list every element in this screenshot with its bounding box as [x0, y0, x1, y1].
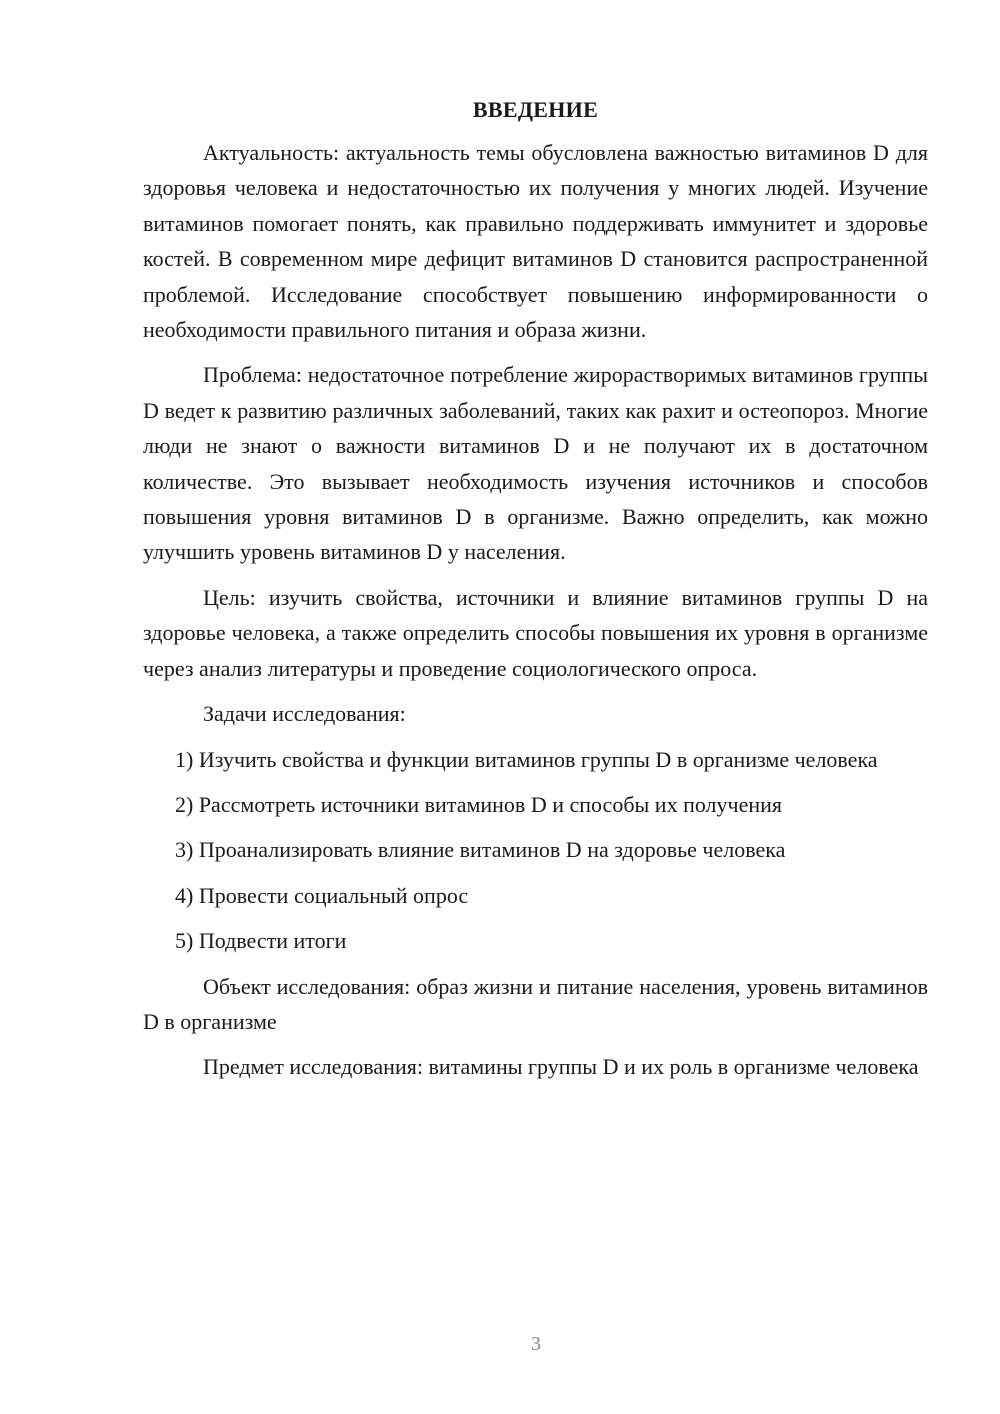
task-item-3: 3) Проанализировать влияние витаминов D на здоровье человека: [175, 837, 786, 863]
document-page: [143, 95, 928, 1095]
task-item-4: 4) Провести социальный опрос: [175, 882, 469, 908]
page-number: 3: [531, 1333, 541, 1355]
task-item-2: 2) Рассмотреть источники витаминов D и способы их получения: [175, 791, 783, 817]
section-title: ВВЕДЕНИЕ: [472, 97, 599, 122]
paragraph-object: Объект исследования: образ жизни и питание населения, уровень витаминов D в организме: [143, 973, 928, 1034]
paragraph-tasks-heading: Задачи исследования:: [203, 701, 406, 727]
task-item-5: 5) Подвести итоги: [175, 928, 347, 954]
paragraph-problem: Проблема: недостаточное потребление жирорастворимых витаминов группы D ведет к развитию различных заболеваний, таких как рахит и остеопороз. Многие люди не знают о важности витаминов D и не получают их в достаточном количестве. Это вызывает необходимость изучения источников и способов повышения уровня витаминов D в организме. Важно определить, как можно улучшить уровень витаминов D у населения.: [143, 362, 928, 565]
paragraph-goal: Цель: изучить свойства, источники и влияние витаминов группы D на здоровье человека, а также определить способы повышения их уровня в организме через анализ литературы и проведение социологического опроса.: [143, 584, 928, 681]
task-item-1: 1) Изучить свойства и функции витаминов группы D в организме человека: [175, 746, 878, 772]
paragraph-subject: Предмет исследования: витамины группы D и их роль в организме человека: [203, 1054, 919, 1080]
paragraph-relevance: Актуальность: актуальность темы обусловлена важностью витаминов D для здоровья человека и недостаточностью их получения у многих людей. Изучение витаминов помогает понять, как правильно поддерживать иммунитет и здоровье костей. В современном мире дефицит витаминов D становится распространенной проблемой. Исследование способствует повышению информированности о необходимости правильного питания и образа жизни.: [143, 140, 928, 343]
